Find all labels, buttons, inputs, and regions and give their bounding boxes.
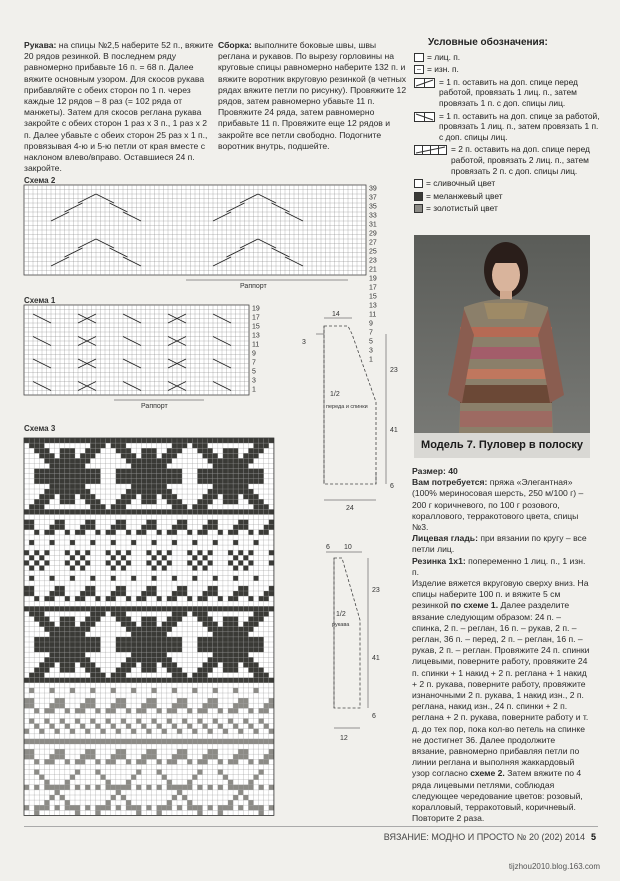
scheme-2-row-number: 9 [369, 320, 373, 328]
page-number: 5 [590, 832, 596, 842]
sleeve-part-label: рукава [332, 622, 350, 628]
body-top-dim: 14 [332, 311, 340, 318]
watermark: tijzhou2010.blog.163.com [508, 862, 600, 871]
scheme-2-row-number: 19 [369, 275, 377, 283]
sleeves-text: на спицы №2,5 наберите 52 п., вяжите 20 рядов резинкой. В последнем ряду равномерно прибавьте 16 п. = 68 п. Далее вяжите основным узором. Для скосов рукава прибавляйте с обеих сторон по 1 п. через каждые 12 рядов – 8 раз (= 102 ряда от манжеты). Затем для скосов реглана рукава закройте с обеих сторон 1 раз х 3 п., 1 раз х 2 п. Далее убавьте с обеих сторон 25 раз х 1 п., провязывая 4-ю и 5-ю петли от края вместе с наклоном влево/вправо. Оставшиеся 24 п. закройте. [24, 40, 214, 174]
body-h1-dim: 23 [390, 367, 398, 374]
legend-item: = золотистый цвет [414, 203, 600, 214]
assembly-text: выполните боковые швы, швы реглана и рукавов. По вырезу горловины на круговые спицы равномерно наберите 132 п. и вяжите воротник вкруговую резинкой (в четных рядах вяжите петли по рисунку). Провяжите 12 рядов, затем равномерно убавьте 11 п. Провяжите 24 ряда, затем равномерно прибавьте 11 п. Провяжите еще 12 рядов и закройте все петли свободно. Подогните воротник внутрь, подшейте. [218, 40, 407, 151]
woman-in-striped-sweater-illustration [414, 235, 590, 458]
melange-color-swatch-icon [414, 192, 423, 201]
scheme-2-row-number: 35 [369, 203, 377, 211]
scheme-2-row-number: 31 [369, 221, 377, 229]
cream-color-swatch-icon [414, 179, 423, 188]
sleeve-h1-dim: 23 [372, 587, 380, 594]
scheme-1-row-number: 19 [252, 305, 260, 313]
scheme-2-row-number: 5 [369, 338, 373, 346]
knit-stitch-symbol-icon [414, 53, 424, 62]
model-photo [414, 235, 590, 458]
scheme-1-row-number: 7 [252, 359, 256, 367]
scheme-2-row-number: 3 [369, 347, 373, 355]
magazine-issue: ВЯЗАНИЕ: МОДНО И ПРОСТО № 20 (202) 2014 [383, 832, 585, 842]
legend-item: = 1 п. оставить на доп. спице за работой, провязать 1 лиц. п., затем провязать 1 п. с доп. спицы лиц. [414, 111, 600, 143]
sleeve-bottom-dim: 12 [340, 735, 348, 742]
scheme-2-row-number: 21 [369, 266, 377, 274]
body-bottom-dim: 24 [346, 505, 354, 512]
size-value: 40 [448, 466, 458, 476]
assembly-heading: Сборка: [218, 40, 252, 50]
scheme-2-row-number: 39 [369, 185, 377, 193]
scheme-2-row-number: 15 [369, 293, 377, 301]
scheme-2-row-number: 27 [369, 239, 377, 247]
page-footer [384, 832, 596, 842]
symbols-legend [414, 38, 600, 216]
body-h2-dim: 41 [390, 427, 398, 434]
scheme-1-row-number: 15 [252, 323, 260, 331]
body-schematic [296, 312, 406, 522]
scheme-2-row-number: 29 [369, 230, 377, 238]
legend-item: = лиц. п. [414, 52, 600, 63]
cross-left-symbol-icon [414, 78, 436, 88]
scheme-1-row-number: 17 [252, 314, 260, 322]
scheme-1-row-number: 5 [252, 368, 256, 376]
body-side-dim: 3 [302, 339, 306, 346]
photo-caption: Модель 7. Пуловер в полоску [414, 433, 590, 458]
scheme-2-row-number: 11 [369, 311, 377, 319]
scheme-1-rapport-label: Раппорт [141, 403, 168, 410]
scheme-2-row-number: 17 [369, 284, 377, 292]
sleeve-half-label: 1/2 [336, 611, 346, 618]
scheme-1-row-number: 3 [252, 377, 256, 385]
sleeves-instructions [24, 40, 214, 174]
stockinette-text: при вязании по кругу – все петли лиц. [412, 533, 587, 555]
sleeve-schematic [316, 542, 406, 752]
scheme-2-title: Схема 2 [24, 176, 56, 185]
golden-color-swatch-icon [414, 204, 423, 213]
scheme-1-chart [24, 305, 274, 417]
scheme-1-row-number: 11 [252, 341, 260, 349]
scheme-2-row-number: 25 [369, 248, 377, 256]
scheme-2-row-number: 23 [369, 257, 377, 265]
scheme-3-jacquard-chart [24, 438, 276, 818]
legend-item: = 2 п. оставить на доп. спице перед работой, провязать 2 лиц. п., затем провязать 2 п. с доп. спицы лиц. [414, 144, 600, 176]
sleeve-h3-dim: 6 [372, 713, 376, 720]
scheme-3-title: Схема 3 [24, 424, 56, 433]
sleeve-top-b-dim: 10 [344, 544, 352, 551]
footer-divider [24, 826, 598, 827]
legend-item: = меланжевый цвет [414, 191, 600, 202]
scheme-1-row-number: 13 [252, 332, 260, 340]
rib-text: попеременно 1 лиц. п., 1 изн. п. [412, 555, 586, 577]
scheme-2-row-number: 33 [369, 212, 377, 220]
scheme-2-row-number: 1 [369, 356, 373, 364]
body-instructions: Изделие вяжется вкруговую сверху вниз. На спицы наберите 100 п. и вяжите 5 см резинкой по схеме 1. Далее разделите вязание следующим образом: 24 п. – спинка, 2 п. – реглан, 16 п. – рукав, 2 п. – реглан, 36 п. – перед, 2 п. – реглан, 16 п. – рукав, 2 п. – реглан. Провяжите 24 п. спинки лицевыми, поверните работу, провяжите 24 п. спинки + 1 накид + 2 п. реглана + 1 накид + 2 п. рукава, поверните работу, провяжите изнаночными 2 п. рукава, 1 накид изн., 2 п. реглана, накид изн., 24 п. спинки + 2 п. реглана + 2 п. рукава, поверните работу и т. д. до тех пор, пока кол-во петель на спинке не достигнет 36. Далее продолжите вязание, равномерно прибавляя петли по линии реглана и выполняя жаккардовый узор согласно схеме 2. Затем вяжите по 4 ряда лицевыми петлями, соблюдая следующее чередование цветов: розовый, коралловый, терракотовый, коричневый. Повторите 2 раза. [412, 578, 590, 824]
legend-item: = 1 п. оставить на доп. спице перед работой, провязать 1 лиц. п., затем провязать 1 п. с доп. спицы лиц. [414, 77, 600, 109]
scheme-2-row-number: 7 [369, 329, 373, 337]
sleeves-heading: Рукава: [24, 40, 57, 50]
sleeve-h2-dim: 41 [372, 655, 380, 662]
scheme-2-grid [24, 185, 366, 275]
scheme-1-row-number: 9 [252, 350, 256, 358]
scheme-2-row-number: 37 [369, 194, 377, 202]
scheme-1-title: Схема 1 [24, 296, 56, 305]
assembly-instructions [218, 40, 410, 152]
model-instructions: Размер: 40 Вам потребуется: пряжа «Элегантная» (100% мериносовая шерсть, 250 м/100 г) – 200 г коричневого, по 100 г розового, кораллового, терракотового цвета, спицы №3. Лицевая гладь: при вязании по кругу – все петли лиц. Резинка 1х1: попеременно 1 лиц. п., 1 изн. п. Изделие вяжется вкруговую сверху вниз. На спицы наберите 100 п. и вяжите 5 см резинкой по схеме 1. Далее разделите вязание следующим образом: 24 п. – спинка, 2 п. – реглан, 16 п. – рукав, 2 п. – реглан, 36 п. – перед, 2 п. – реглан, 16 п. – рукав, 2 п. – реглан. Провяжите 24 п. спинки лицевыми, поверните работу, провяжите 24 п. спинки + 1 накид + 2 п. реглана + 1 накид + 2 п. рукава, поверните работу, провяжите изнаночными 2 п. рукава, 1 накид изн., 2 п. реглана, накид изн., 24 п. спинки + 2 п. реглана + 2 п. рукава, поверните работу и т. д. до тех пор, пока кол-во петель на спинке не достигнет 36. Далее продолжите вязание, равномерно прибавляя петли по линии реглана и выполняя жаккардовый узор согласно схеме 2. Затем вяжите по 4 ряда лицевыми петлями, соблюдая следующее чередование цветов: розовый, коралловый, терракотовый, коричневый. Повторите 2 раза. [412, 466, 592, 825]
scheme-1-row-number: 1 [252, 386, 256, 394]
materials-text: пряжа «Элегантная» (100% мериносовая шерсть, 250 м/100 г) – 200 г коричневого, по 100 г розового, кораллового, терракотового цвета, спицы №3. [412, 477, 584, 533]
body-h3-dim: 6 [390, 483, 394, 490]
legend-item: – = изн. п. [414, 64, 600, 75]
body-half-label: 1/2 [330, 391, 340, 398]
sleeve-top-a-dim: 6 [326, 544, 330, 551]
scheme-2-rapport-label: Раппорт [240, 283, 267, 290]
cross-2x2-symbol-icon [414, 145, 448, 155]
cross-right-symbol-icon [414, 112, 436, 122]
scheme-1-grid [24, 305, 249, 395]
legend-item: = сливочный цвет [414, 178, 600, 189]
body-part-label: переда и спинки [326, 404, 368, 410]
scheme-2-row-number: 13 [369, 302, 377, 310]
purl-stitch-symbol-icon: – [414, 65, 424, 74]
legend-title: Условные обозначения: [428, 37, 548, 48]
